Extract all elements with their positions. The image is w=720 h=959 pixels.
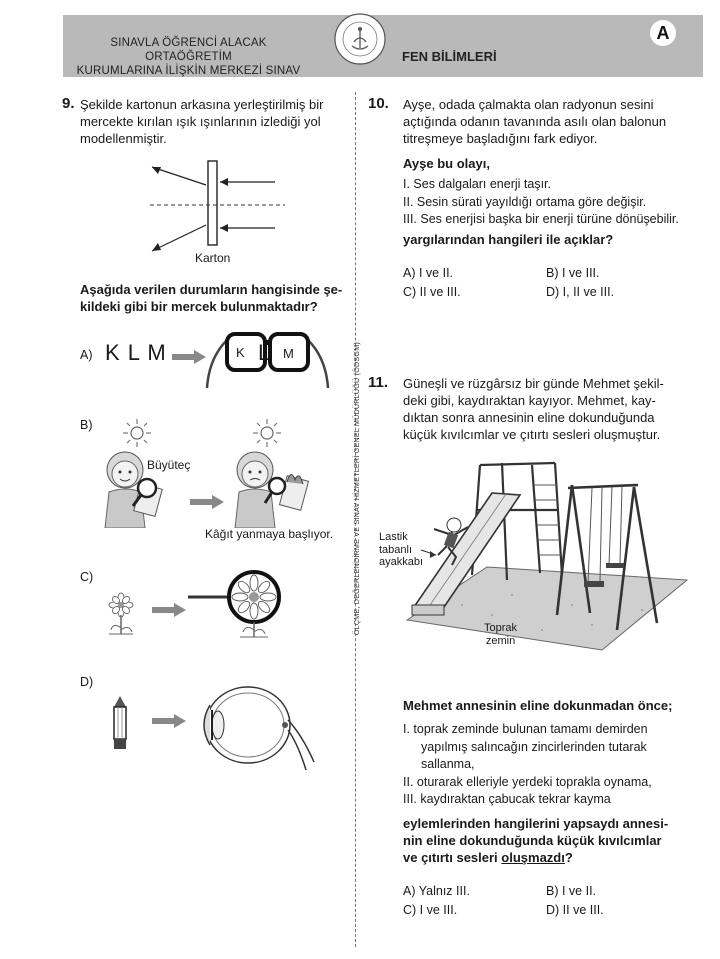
q9-option-d-label: D)	[80, 675, 94, 689]
q11-question-line	[403, 849, 703, 866]
q11-question-text: ve çıtırtı sesleri	[403, 850, 502, 865]
q11-shoe-label-line: ayakkabı	[379, 556, 424, 568]
sun-icon	[252, 418, 282, 448]
q11-text-line: Güneşli ve rüzgârsız bir günde Mehmet şekil-	[403, 376, 664, 391]
side-text: ÖLÇME, DEĞERLENDİRME VE SINAV HİZMETLERİ GENEL MÜDÜRLÜĞÜ (ÖDSGM)	[352, 342, 361, 636]
q11-option-b: B) I ve II.	[546, 884, 597, 898]
q11-number: 11.	[368, 374, 389, 391]
exam-title-line1: SINAVLA ÖĞRENCİ ALACAK ORTAÖĞRETİM	[110, 37, 267, 63]
q9-question	[80, 281, 350, 315]
q11-ground-label-line: Toprak	[484, 622, 518, 634]
q11-statement: III. kaydıraktan çabucak tekrar kayma	[403, 792, 611, 806]
sun-icon	[122, 418, 152, 448]
q9-lens-letter-l: L	[258, 340, 271, 365]
arrow-right-icon	[152, 714, 186, 728]
q11-statement: I. toprak zeminde bulunan tamamı demirden	[403, 722, 648, 736]
subject-title: FEN BİLİMLERİ	[402, 49, 497, 64]
booklet-badge: A	[650, 20, 676, 46]
q9-lens-figure	[150, 155, 285, 260]
q11-statement: sallanma,	[421, 757, 475, 771]
q9-option-a-label: A)	[80, 348, 93, 362]
q9-option-b-label: B)	[80, 418, 93, 432]
q10-text	[403, 96, 703, 147]
exam-title-line2: KURUMLARINA İLİŞKİN MERKEZİ SINAV	[76, 65, 301, 77]
q9-option-c-label: C)	[80, 570, 94, 584]
eye-diagram-icon	[190, 680, 315, 775]
q9-option-a-letters: K L M	[105, 340, 167, 365]
q11-question-line: eylemlerinden hangilerini yapsaydı annesi-	[403, 816, 669, 831]
q9-question-line: kildeki gibi bir mercek bulunmaktadır?	[80, 299, 318, 314]
q11-question-line: nin eline dokunduğunda küçük kıvılcımlar	[403, 833, 662, 848]
q11-text	[403, 375, 703, 443]
q9-text-line: Şekilde kartonun arkasına yerleştirilmiş bir	[80, 97, 324, 112]
q11-shoe-label-line: Lastik	[379, 531, 408, 543]
q11-shoe-label	[379, 531, 423, 569]
q10-option-a: A) I ve II.	[403, 266, 454, 280]
q9-figure-label: Karton	[195, 251, 231, 265]
q9-question-line: Aşağıda verilen durumların hangisinde şe-	[80, 282, 343, 297]
q10-statements	[403, 176, 679, 229]
q11-lead: Mehmet annesinin eline dokunmadan önce;	[403, 698, 673, 713]
q10-text-line: titreşmeye başladığını fark ediyor.	[403, 131, 598, 146]
q10-text-line: açtığında odanın tavanında asılı olan balonun	[403, 114, 667, 129]
q11-text-line: deki gibi, kaydıraktan kayıyor. Mehmet, kay-	[403, 393, 656, 408]
q11-statement: II. oturarak elleriyle yerdeki toprakla oynama,	[403, 774, 652, 789]
q11-statements	[403, 721, 703, 809]
q11-option-d: D) II ve III.	[546, 903, 604, 917]
q10-option-d: D) I, II ve III.	[546, 285, 615, 299]
q10-question: yargılarından hangileri ile açıklar?	[403, 232, 614, 247]
q10-statement: II. Sesin sürati yayıldığı ortama göre değişir.	[403, 194, 647, 209]
q9-lens-letter-k: K	[236, 345, 245, 360]
q11-option-c: C) I ve III.	[403, 903, 458, 917]
q9-lens-letter-m: M	[283, 346, 294, 361]
q10-lead: Ayşe bu olayı,	[403, 156, 490, 171]
arrow-right-icon	[152, 603, 186, 617]
arrow-right-icon	[172, 350, 206, 364]
flower-under-magnifier-icon	[188, 570, 288, 640]
q11-option-a: A) Yalnız III.	[403, 884, 470, 898]
q11-text-line: dıktan sonra annesinin eline dokunduğunda	[403, 410, 655, 425]
q11-statement: yapılmış salıncağın zincirlerinden tutarak	[421, 739, 647, 754]
q10-statement: III. Ses enerjisi başka bir enerji türüne dönüşebilir.	[403, 212, 679, 226]
q9-magnifier-label: Büyüteç	[147, 458, 191, 472]
child-burning-paper-icon	[225, 448, 315, 528]
pencil-icon	[110, 695, 130, 753]
q11-ground-label	[484, 622, 517, 647]
q10-number: 10.	[368, 95, 389, 112]
q10-statement: I. Ses dalgaları enerji taşır.	[403, 177, 551, 191]
q10-option-c: C) II ve III.	[403, 285, 461, 299]
q9-text-line: mercekte kırılan ışık ışınlarının izlediği yol	[80, 114, 321, 129]
arrow-right-icon	[190, 495, 224, 509]
q11-question-mark: ?	[564, 850, 573, 865]
q9-text-line: modellenmiştir.	[80, 131, 167, 146]
exam-title	[66, 36, 311, 78]
q11-text-line: küçük kıvılcımlar ve çıtırtı sesleri oluşmuştur.	[403, 427, 661, 442]
q11-question-underlined: oluşmazdı	[501, 850, 565, 865]
q11-ground-label-line: zemin	[485, 634, 516, 647]
q9-text	[80, 96, 345, 147]
flower-small-icon	[105, 592, 137, 637]
q11-question	[403, 815, 703, 866]
ministry-emblem-icon	[333, 12, 387, 66]
q9-paper-caption: Kâğıt yanmaya başlıyor.	[205, 527, 334, 541]
q11-shoe-label-line: tabanlı	[379, 543, 413, 556]
q10-option-b: B) I ve III.	[546, 266, 600, 280]
q9-number: 9.	[62, 95, 75, 112]
q10-text-line: Ayşe, odada çalmakta olan radyonun sesini	[403, 97, 654, 112]
